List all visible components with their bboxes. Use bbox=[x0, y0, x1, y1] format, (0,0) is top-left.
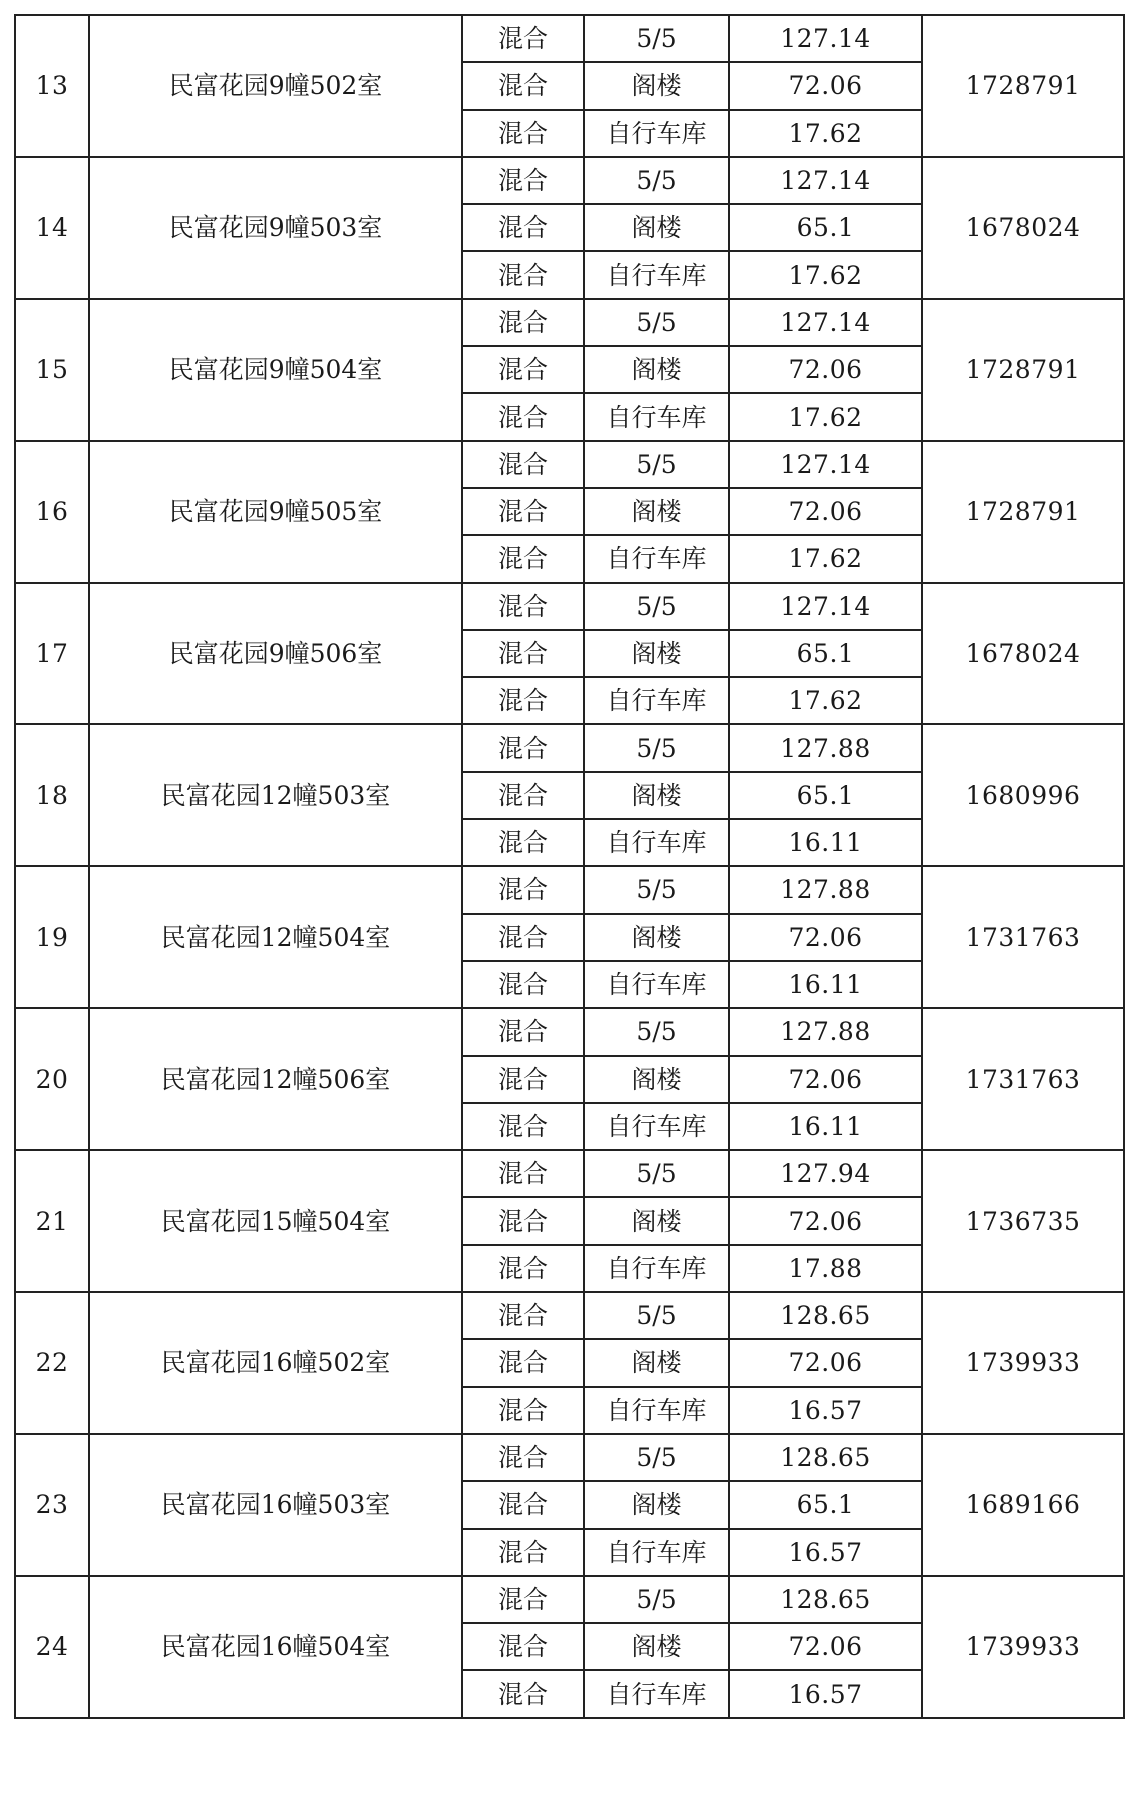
area-value: 16.57 bbox=[729, 1529, 922, 1576]
property-address: 民富花园9幢506室 bbox=[89, 583, 462, 725]
area-value: 65.1 bbox=[729, 204, 922, 251]
area-value: 17.88 bbox=[729, 1245, 922, 1292]
row-number: 17 bbox=[15, 583, 89, 725]
floor-info: 阁楼 bbox=[584, 1197, 729, 1244]
structure-type: 混合 bbox=[462, 677, 584, 724]
area-value: 128.65 bbox=[729, 1576, 922, 1623]
area-value: 127.88 bbox=[729, 724, 922, 771]
row-number: 22 bbox=[15, 1292, 89, 1434]
row-number: 15 bbox=[15, 299, 89, 441]
structure-type: 混合 bbox=[462, 1387, 584, 1434]
table-row bbox=[15, 724, 1124, 771]
area-value: 72.06 bbox=[729, 1339, 922, 1386]
area-value: 127.88 bbox=[729, 1008, 922, 1055]
area-value: 127.14 bbox=[729, 15, 922, 62]
floor-info: 自行车库 bbox=[584, 1670, 729, 1717]
structure-type: 混合 bbox=[462, 1150, 584, 1197]
row-number: 14 bbox=[15, 157, 89, 299]
area-value: 17.62 bbox=[729, 677, 922, 724]
row-number: 13 bbox=[15, 15, 89, 157]
floor-info: 自行车库 bbox=[584, 677, 729, 724]
floor-info: 阁楼 bbox=[584, 914, 729, 961]
area-value: 16.11 bbox=[729, 1103, 922, 1150]
structure-type: 混合 bbox=[462, 157, 584, 204]
table-row bbox=[15, 441, 1124, 488]
area-value: 127.14 bbox=[729, 299, 922, 346]
floor-info: 自行车库 bbox=[584, 110, 729, 157]
floor-info: 阁楼 bbox=[584, 204, 729, 251]
floor-info: 阁楼 bbox=[584, 1339, 729, 1386]
floor-info: 自行车库 bbox=[584, 1103, 729, 1150]
total-price: 1736735 bbox=[922, 1150, 1124, 1292]
area-value: 65.1 bbox=[729, 772, 922, 819]
structure-type: 混合 bbox=[462, 62, 584, 109]
structure-type: 混合 bbox=[462, 724, 584, 771]
area-value: 17.62 bbox=[729, 535, 922, 582]
area-value: 127.14 bbox=[729, 583, 922, 630]
property-address: 民富花园9幢504室 bbox=[89, 299, 462, 441]
property-address: 民富花园16幢502室 bbox=[89, 1292, 462, 1434]
structure-type: 混合 bbox=[462, 1292, 584, 1339]
floor-info: 自行车库 bbox=[584, 251, 729, 298]
area-value: 65.1 bbox=[729, 630, 922, 677]
floor-info: 自行车库 bbox=[584, 819, 729, 866]
total-price: 1739933 bbox=[922, 1576, 1124, 1718]
floor-info: 阁楼 bbox=[584, 346, 729, 393]
total-price: 1731763 bbox=[922, 1008, 1124, 1150]
total-price: 1728791 bbox=[922, 299, 1124, 441]
property-address: 民富花园9幢502室 bbox=[89, 15, 462, 157]
total-price: 1731763 bbox=[922, 866, 1124, 1008]
floor-info: 5/5 bbox=[584, 441, 729, 488]
table-row bbox=[15, 1150, 1124, 1197]
table-row bbox=[15, 1292, 1124, 1339]
floor-info: 自行车库 bbox=[584, 1245, 729, 1292]
area-value: 128.65 bbox=[729, 1434, 922, 1481]
area-value: 72.06 bbox=[729, 346, 922, 393]
table-row bbox=[15, 583, 1124, 630]
area-value: 72.06 bbox=[729, 1197, 922, 1244]
area-value: 128.65 bbox=[729, 1292, 922, 1339]
floor-info: 阁楼 bbox=[584, 488, 729, 535]
floor-info: 自行车库 bbox=[584, 1387, 729, 1434]
structure-type: 混合 bbox=[462, 204, 584, 251]
structure-type: 混合 bbox=[462, 1434, 584, 1481]
area-value: 17.62 bbox=[729, 110, 922, 157]
floor-info: 阁楼 bbox=[584, 772, 729, 819]
area-value: 72.06 bbox=[729, 62, 922, 109]
structure-type: 混合 bbox=[462, 630, 584, 677]
structure-type: 混合 bbox=[462, 15, 584, 62]
floor-info: 5/5 bbox=[584, 583, 729, 630]
property-table-body bbox=[15, 15, 1124, 1718]
structure-type: 混合 bbox=[462, 346, 584, 393]
floor-info: 阁楼 bbox=[584, 1056, 729, 1103]
structure-type: 混合 bbox=[462, 866, 584, 913]
floor-info: 自行车库 bbox=[584, 1529, 729, 1576]
structure-type: 混合 bbox=[462, 488, 584, 535]
structure-type: 混合 bbox=[462, 1670, 584, 1717]
row-number: 20 bbox=[15, 1008, 89, 1150]
total-price: 1678024 bbox=[922, 157, 1124, 299]
area-value: 127.14 bbox=[729, 157, 922, 204]
structure-type: 混合 bbox=[462, 914, 584, 961]
floor-info: 5/5 bbox=[584, 15, 729, 62]
structure-type: 混合 bbox=[462, 1056, 584, 1103]
table-row bbox=[15, 15, 1124, 62]
table-row bbox=[15, 157, 1124, 204]
property-address: 民富花园12幢504室 bbox=[89, 866, 462, 1008]
structure-type: 混合 bbox=[462, 1008, 584, 1055]
row-number: 18 bbox=[15, 724, 89, 866]
floor-info: 自行车库 bbox=[584, 535, 729, 582]
table-row bbox=[15, 1434, 1124, 1481]
floor-info: 5/5 bbox=[584, 299, 729, 346]
area-value: 72.06 bbox=[729, 1623, 922, 1670]
floor-info: 阁楼 bbox=[584, 1623, 729, 1670]
table-row bbox=[15, 1576, 1124, 1623]
table-row bbox=[15, 866, 1124, 913]
area-value: 17.62 bbox=[729, 393, 922, 440]
total-price: 1728791 bbox=[922, 15, 1124, 157]
structure-type: 混合 bbox=[462, 299, 584, 346]
area-value: 65.1 bbox=[729, 1481, 922, 1528]
table-row bbox=[15, 1008, 1124, 1055]
floor-info: 5/5 bbox=[584, 724, 729, 771]
property-address: 民富花园9幢505室 bbox=[89, 441, 462, 583]
structure-type: 混合 bbox=[462, 251, 584, 298]
floor-info: 5/5 bbox=[584, 1576, 729, 1623]
total-price: 1680996 bbox=[922, 724, 1124, 866]
area-value: 72.06 bbox=[729, 1056, 922, 1103]
structure-type: 混合 bbox=[462, 1529, 584, 1576]
area-value: 16.11 bbox=[729, 819, 922, 866]
property-address: 民富花园16幢504室 bbox=[89, 1576, 462, 1718]
total-price: 1678024 bbox=[922, 583, 1124, 725]
area-value: 17.62 bbox=[729, 251, 922, 298]
structure-type: 混合 bbox=[462, 441, 584, 488]
total-price: 1728791 bbox=[922, 441, 1124, 583]
structure-type: 混合 bbox=[462, 1481, 584, 1528]
floor-info: 阁楼 bbox=[584, 62, 729, 109]
structure-type: 混合 bbox=[462, 393, 584, 440]
row-number: 23 bbox=[15, 1434, 89, 1576]
floor-info: 自行车库 bbox=[584, 961, 729, 1008]
structure-type: 混合 bbox=[462, 1103, 584, 1150]
structure-type: 混合 bbox=[462, 1245, 584, 1292]
area-value: 127.88 bbox=[729, 866, 922, 913]
structure-type: 混合 bbox=[462, 819, 584, 866]
structure-type: 混合 bbox=[462, 110, 584, 157]
property-address: 民富花园9幢503室 bbox=[89, 157, 462, 299]
total-price: 1689166 bbox=[922, 1434, 1124, 1576]
area-value: 16.57 bbox=[729, 1670, 922, 1717]
area-value: 72.06 bbox=[729, 914, 922, 961]
structure-type: 混合 bbox=[462, 1576, 584, 1623]
floor-info: 5/5 bbox=[584, 1008, 729, 1055]
structure-type: 混合 bbox=[462, 1623, 584, 1670]
structure-type: 混合 bbox=[462, 1197, 584, 1244]
floor-info: 5/5 bbox=[584, 157, 729, 204]
floor-info: 5/5 bbox=[584, 866, 729, 913]
structure-type: 混合 bbox=[462, 535, 584, 582]
structure-type: 混合 bbox=[462, 583, 584, 630]
floor-info: 5/5 bbox=[584, 1434, 729, 1481]
area-value: 16.57 bbox=[729, 1387, 922, 1434]
structure-type: 混合 bbox=[462, 1339, 584, 1386]
property-address: 民富花园16幢503室 bbox=[89, 1434, 462, 1576]
floor-info: 自行车库 bbox=[584, 393, 729, 440]
total-price: 1739933 bbox=[922, 1292, 1124, 1434]
property-table bbox=[14, 14, 1125, 1719]
property-address: 民富花园12幢506室 bbox=[89, 1008, 462, 1150]
area-value: 16.11 bbox=[729, 961, 922, 1008]
structure-type: 混合 bbox=[462, 772, 584, 819]
area-value: 127.94 bbox=[729, 1150, 922, 1197]
property-address: 民富花园15幢504室 bbox=[89, 1150, 462, 1292]
table-row bbox=[15, 299, 1124, 346]
area-value: 127.14 bbox=[729, 441, 922, 488]
floor-info: 阁楼 bbox=[584, 630, 729, 677]
area-value: 72.06 bbox=[729, 488, 922, 535]
floor-info: 阁楼 bbox=[584, 1481, 729, 1528]
row-number: 19 bbox=[15, 866, 89, 1008]
property-address: 民富花园12幢503室 bbox=[89, 724, 462, 866]
row-number: 24 bbox=[15, 1576, 89, 1718]
floor-info: 5/5 bbox=[584, 1292, 729, 1339]
structure-type: 混合 bbox=[462, 961, 584, 1008]
floor-info: 5/5 bbox=[584, 1150, 729, 1197]
row-number: 16 bbox=[15, 441, 89, 583]
row-number: 21 bbox=[15, 1150, 89, 1292]
